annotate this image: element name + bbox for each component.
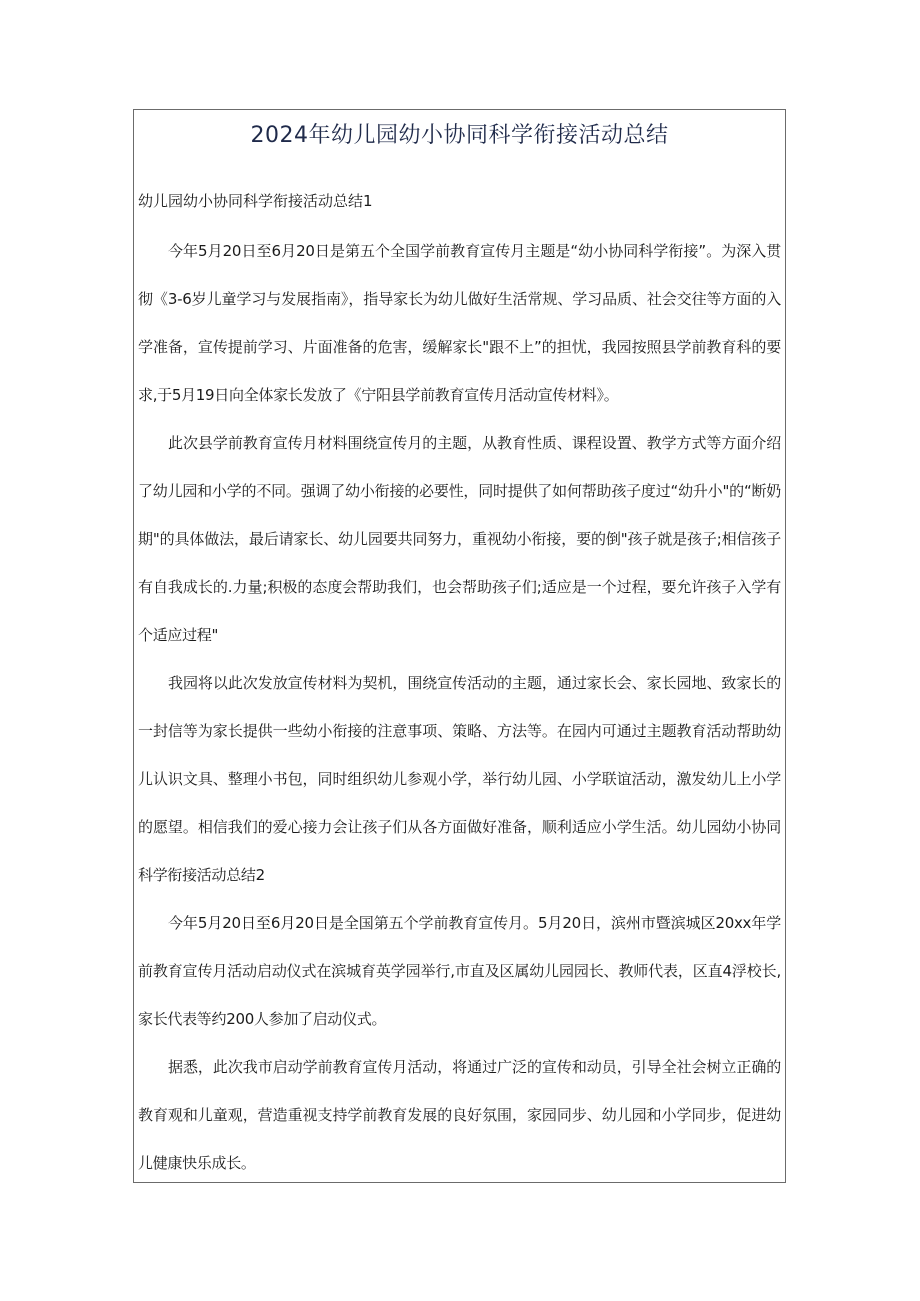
paragraph-1: 今年5月20日至6月20日是第五个全国学前教育宣传月主题是“幼小协同科学衔接”。为深入贯彻《3-6岁儿童学习与发展指南》，指导家长为幼儿做好生活常规、学习品质、社会交往等方面的入学准备，宣传提前学习、片面准备的危害，缓解家长"跟不上”的担忧，我园按照县学前教育科的要求,于5月19日向全体家长发放了《宁阳县学前教育宣传月活动宣传材料》。 [138, 242, 781, 404]
paragraph-2: 此次县学前教育宣传月材料围绕宣传月的主题，从教育性质、课程设置、教学方式等方面介绍了幼儿园和小学的不同。强调了幼小衔接的必要性，同时提供了如何帮助孩子度过“幼升小"的“断奶期"的具体做法，最后请家长、幼儿园要共同努力，重视幼小衔接，要的倒"孩子就是孩子;相信孩子有自我成长的.力量;积极的态度会帮助我们，也会帮助孩子们;适应是一个过程，要允许孩子入学有个适应过程" [138, 434, 781, 644]
paragraph-5: 据悉，此次我市启动学前教育宣传月活动，将通过广泛的宣传和动员，引导全社会树立正确的教育观和儿童观，营造重视支持学前教育发展的良好氛围，家园同步、幼儿园和小学同步，促进幼儿健康快乐成长。 [138, 1058, 781, 1172]
document-page [133, 109, 786, 1183]
paragraph-4: 今年5月20日至6月20日是全国第五个学前教育宣传月。5月20日，滨州市暨滨城区20xx年学前教育宣传月活动启动仪式在滨城育英学园举行,市直及区属幼儿园园长、教师代表，区直4浮校长,家长代表等约200人参加了启动仪式。 [138, 914, 781, 1028]
paragraph-3: 我园将以此次发放宣传材料为契机，围绕宣传活动的主题，通过家长会、家长园地、致家长的一封信等为家长提供一些幼小衔接的注意事项、策略、方法等。在园内可通过主题教育活动帮助幼儿认识文具、整理小书包，同时组织幼儿参观小学，举行幼儿园、小学联谊活动，激发幼儿上小学的愿望。相信我们的爱心接力会让孩子们从各方面做好准备，顺利适应小学生活。幼儿园幼小协同科学衔接活动总结2 [138, 674, 781, 884]
document-title: 2024年幼儿园幼小协同科学衔接活动总结 [250, 123, 669, 148]
section-heading-1: 幼儿园幼小协同科学衔接活动总结1 [138, 192, 373, 210]
